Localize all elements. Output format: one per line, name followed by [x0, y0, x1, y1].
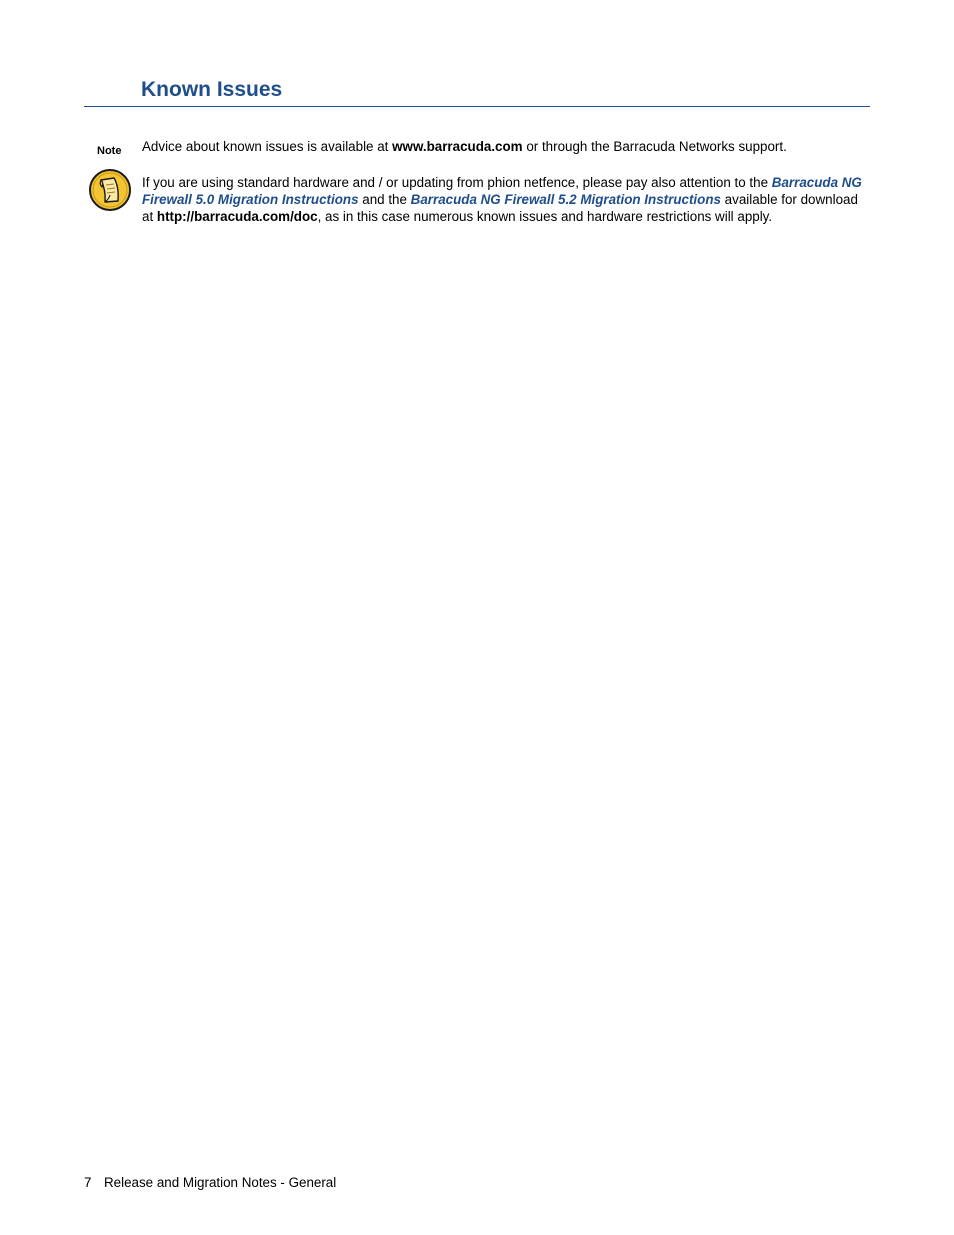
ng-firewall-5-2-migration-link[interactable]: Barracuda NG Firewall 5.2 Migration Instructions	[410, 192, 721, 207]
advice-text-after: or through the Barracuda Networks support.	[522, 139, 787, 154]
advice-text-before: Advice about known issues is available at	[142, 139, 393, 154]
migration-text-end: , as in this case numerous known issues and hardware restrictions will apply.	[317, 209, 773, 224]
migration-text-after-refs: available for download at	[142, 192, 858, 224]
ng-firewall-5-0-migration-link[interactable]: Barracuda NG Firewall 5.0 Migration Instructions	[142, 175, 862, 207]
section-heading: Known Issues	[141, 78, 283, 101]
heading-divider	[84, 106, 870, 107]
document-title: Release and Migration Notes - General	[104, 1175, 337, 1190]
known-issues-advice	[142, 138, 870, 155]
page-number: 7	[84, 1175, 92, 1190]
migration-text-before: If you are using standard hardware and / or updating from phion netfence, please pay also attention to the	[142, 175, 772, 190]
note-label: Note	[97, 145, 122, 157]
migration-text-middle: and the	[358, 192, 411, 207]
note-pad-icon	[88, 168, 132, 212]
documentation-url-link[interactable]: http://barracuda.com/doc	[156, 209, 318, 224]
page-footer	[84, 1174, 336, 1191]
barracuda-website-link[interactable]: www.barracuda.com	[392, 139, 523, 154]
migration-instructions-note	[142, 174, 870, 225]
